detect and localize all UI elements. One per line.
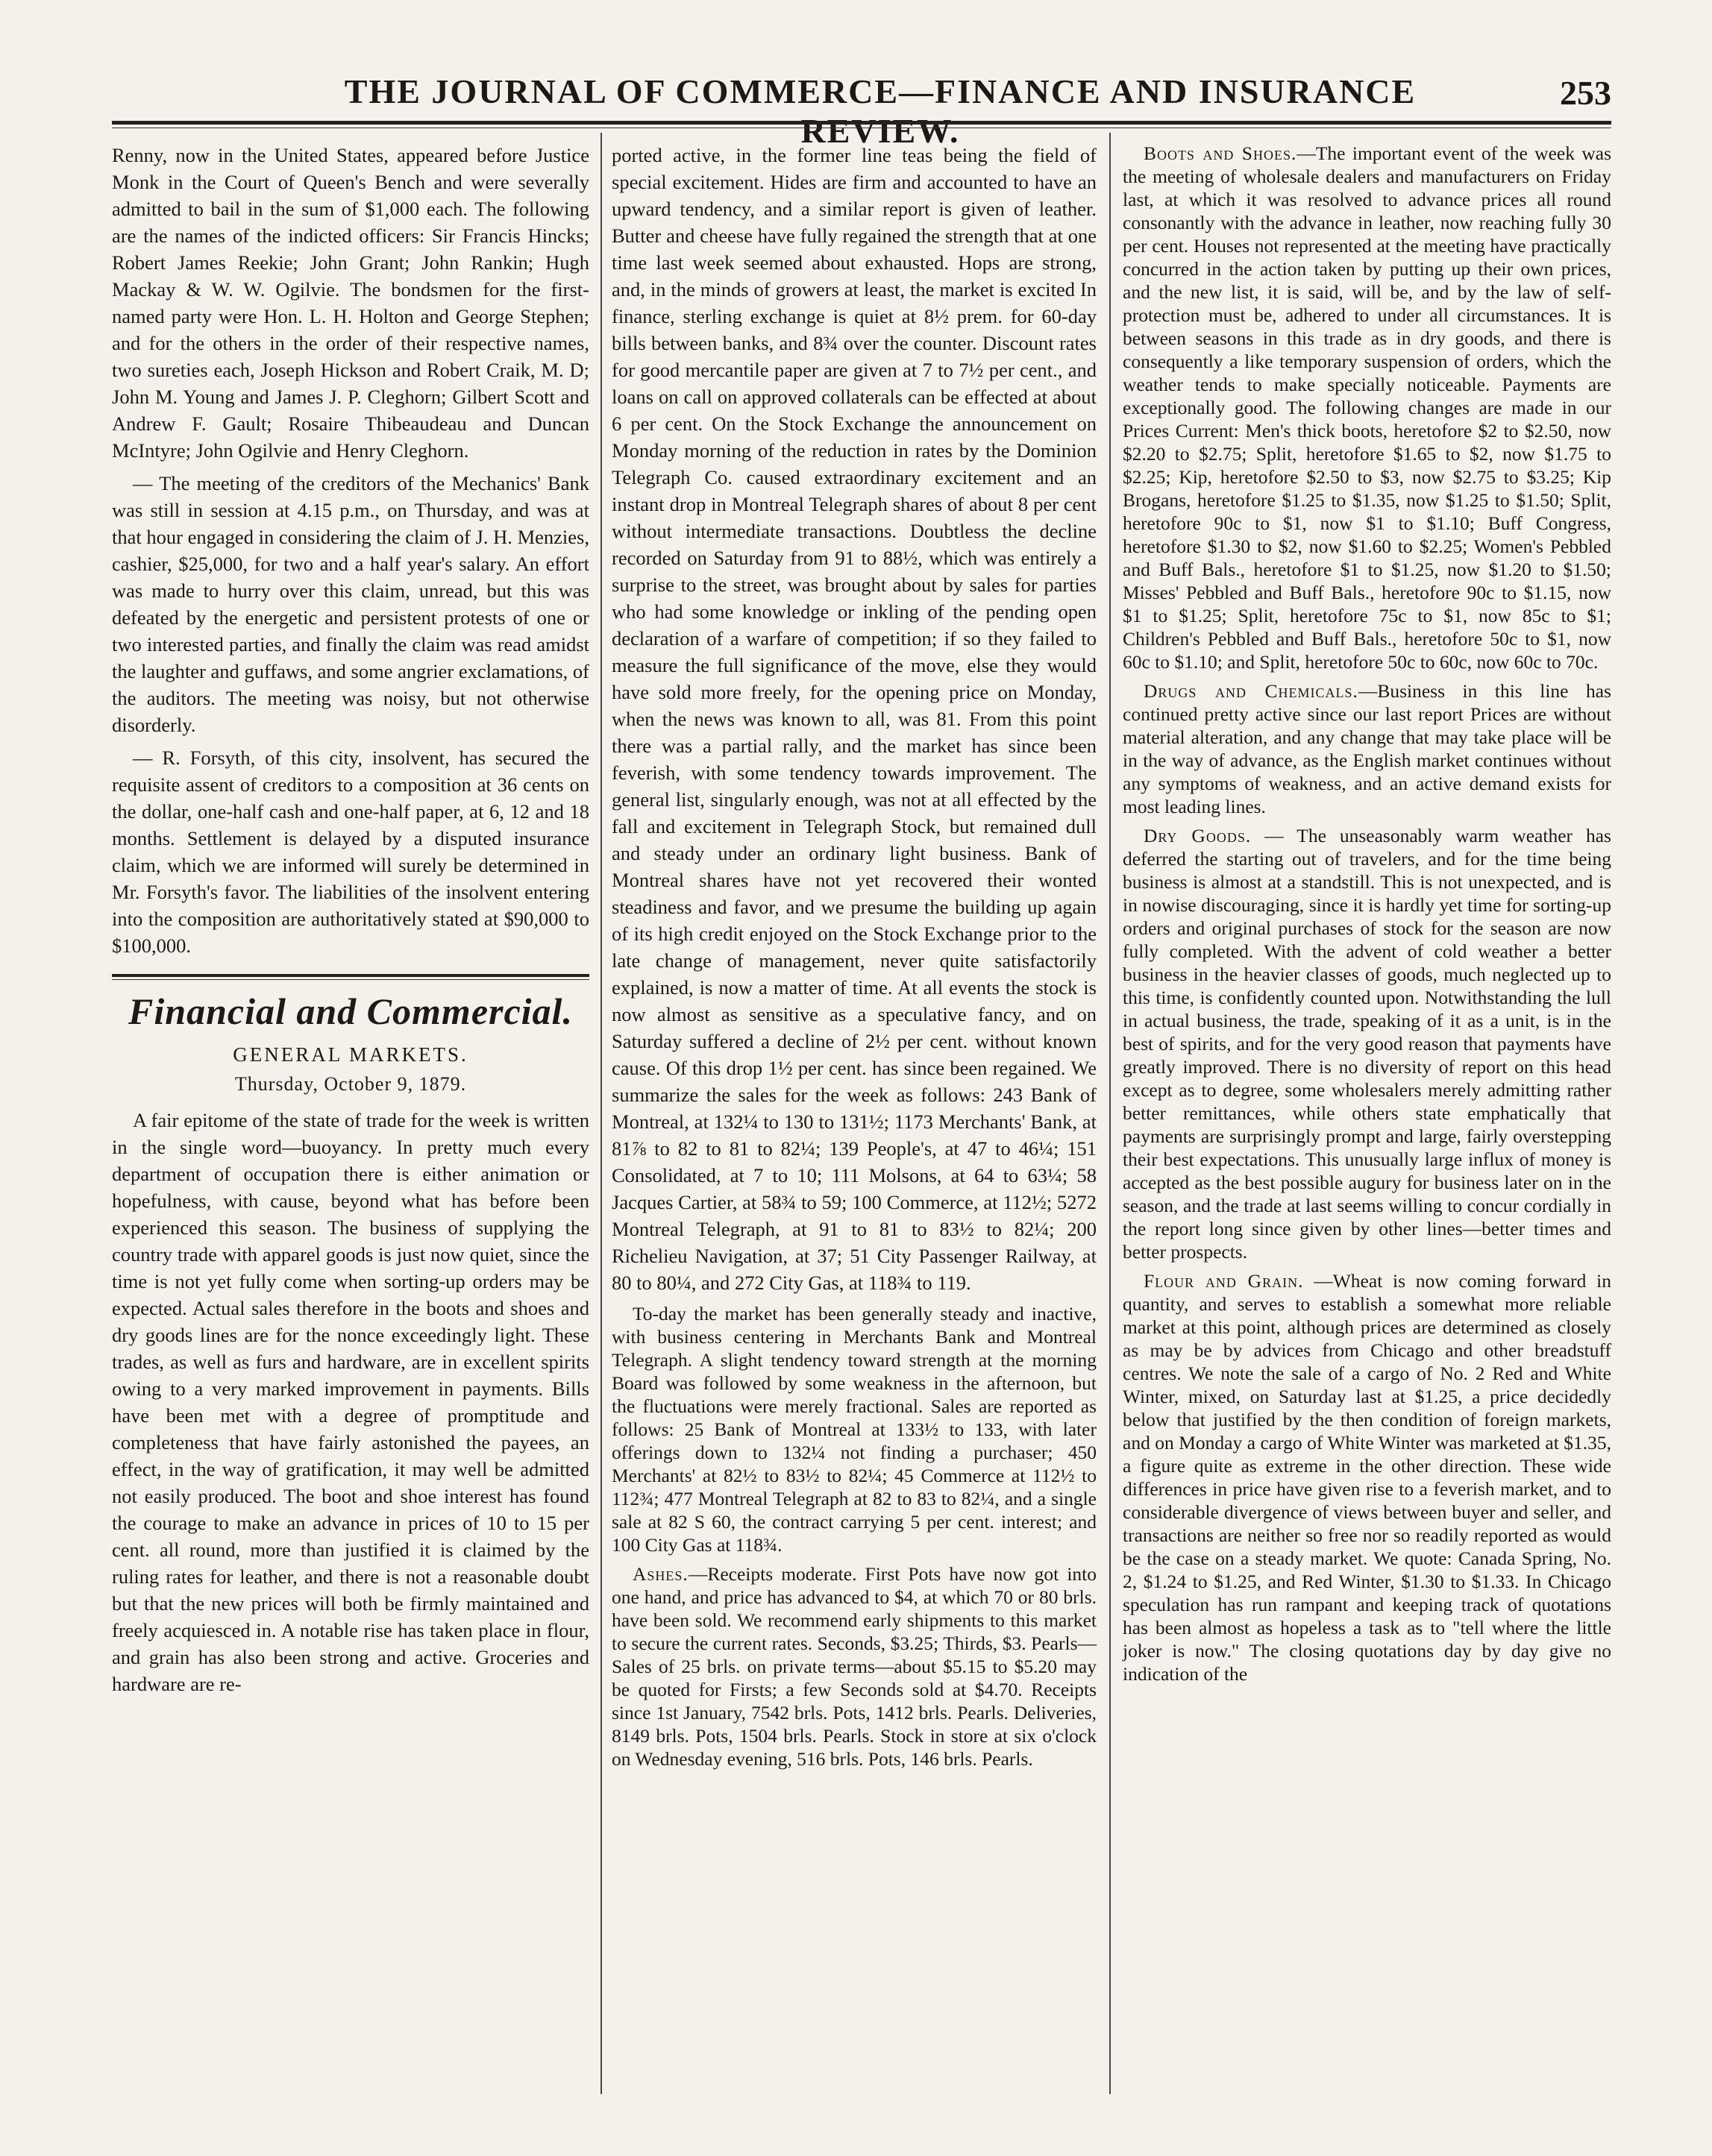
journal-title: THE JOURNAL OF COMMERCE—FINANCE AND INSURANCE REVIEW. [344, 72, 1417, 150]
dry-goods-text: — The unseasonably warm weather has deferred the starting out of travelers, and for the time being business is almost at a standstill. This is not unexpected, and is in nowise discouraging, since it is hardly yet time for sorting-up orders and original purchases of stock for the season are now fully completed. With the advent of cold weather a better business in the heavier classes of goods, much neglected up to this time, is confidently counted upon. Notwithstanding the lull in actual business, the trade, speaking of it as a unit, is in the best of spirits, and for the very good reason that payments have greatly improved. There is no diversity of report on this head except as to degree, some wholesalers merely admitting rather better remittances, while others state emphatically that payments are surprisingly prompt and large, fairly overstepping their best expectations. This unusually large influx of money is accepted as the best possible augury for business later on in the season, and the trade at last seems willing to concur cordially in the report long since given by other lines—better times and better prospects. [1123, 825, 1611, 1263]
dateline: Thursday, October 9, 1879. [234, 1073, 467, 1095]
column-3 [1123, 142, 1611, 1691]
ashes-heading: Ashes. [633, 1563, 689, 1585]
dry-goods-heading: Dry Goods. [1144, 825, 1252, 846]
paragraph-finance: ported active, in the former line teas being the field of special excitement. Hides are firm and accounted to have an upward tendency, and a similar report is given of leather. Butter and cheese have fully regained the strength that at one time last week seemed about exhausted. Hops are strong, and, in the minds of growers at least, the market is excited In finance, sterling exchange is quiet at 8½ prem. for 60-day bills between banks, and 8¾ over the counter. Discount rates for good mercantile paper are given at 7 to 7½ per cent., and loans on call on approved collaterals can be effected at about 6 per cent. On the Stock Exchange the announcement on Monday morning of the reduction in rates by the Dominion Telegraph Co. caused extraordinary excitement and an instant drop in Montreal Telegraph shares of about 8 per cent without intermediate transactions. Doubtless the decline recorded on Saturday from 91 to 88½, which was entirely a surprise to the street, was brought about by sales for parties who had some knowledge or inkling of the pending open declaration of a warfare of competition; if so they failed to measure the full significance of the move, else they would have sold more freely, for the opening price on Monday, when the news was known to all, was 81. From this point there was a partial rally, and the market has since been feverish, with some tendency towards improvement. The general list, singularly enough, was not at all effected by the fall and excitement in Telegraph Stock, but remained dull and steady under an ordinary light business. Bank of Montreal shares have not yet recovered their wonted steadiness and favor, and we presume the building up again of its high credit enjoyed on the Stock Exchange prior to the late change of management, never quite satisfactorily explained, is now a matter of time. At all events the stock is now almost as sensitive as a speculative fancy, and on Saturday suffered a decline of 2½ per cent. without known cause. Of this drop 1½ per cent. has since been regained. We summarize the sales for the week as follows: 243 Bank of Montreal, at 132¼ to 130 to 131½; 1173 Merchants' Bank, at 81⅞ to 82 to 81 to 82¼; 139 People's, at 47 to 46¼; 151 Consolidated, at 7 to 10; 111 Molsons, at 64 to 63¼; 58 Jacques Cartier, at 58¾ to 59; 100 Commerce, at 112½; 5272 Montreal Telegraph, at 91 to 81 to 83½ to 82¼; 200 Richelieu Navigation, at 37; 51 City Passenger Railway, at 80 to 80¼, and 272 City Gas, at 118¾ to 119. [612, 144, 1097, 1294]
paragraph-bail: Renny, now in the United States, appeared before Justice Monk in the Court of Queen's Bench and were severally admitted to bail in the sum of $1,000 each. The following are the names of the indicted officers: Sir Francis Hincks; Robert James Reekie; John Grant; John Rankin; Hugh Mackay & W. W. Ogilvie. The bondsmen for the first-named party were Hon. L. H. Holton and George Stephen; and for the others in the order of their respective names, two sureties each, Joseph Hickson and Robert Craik, M. D; John M. Young and James J. P. Cleghorn; Gilbert Scott and Andrew F. Gault; Rosaire Thibeaudeau and Duncan McIntyre; John Ogilvie and Henry Cleghorn. [112, 144, 589, 462]
ashes-text: —Receipts moderate. First Pots have now got into one hand, and price has advanced to $4, at which 70 or 80 brls. have been sold. We recommend early shipments to this market to secure the current rates. Seconds, $3.25; Thirds, $3. Pearls—Sales of 25 brls. on private terms—about $5.15 to $5.20 may be quoted for Firsts; a few Seconds sold at $4.70. Receipts since 1st January, 7542 brls. Pots, 1412 brls. Pearls. Deliveries, 8149 brls. Pots, 1504 brls. Pearls. Stock in store at six o'clock on Wednesday evening, 516 brls. Pots, 146 brls. Pearls. [612, 1563, 1097, 1770]
general-markets-heading: GENERAL MARKETS. [233, 1043, 468, 1066]
paragraph-drugs [1123, 679, 1611, 818]
section-separator [112, 974, 589, 980]
column-divider-2 [1109, 133, 1111, 2094]
paragraph-dry-goods [1123, 824, 1611, 1263]
section-title: Financial and Commercial. [128, 990, 573, 1032]
paragraph-boots [1123, 142, 1611, 673]
drugs-heading: Drugs and Chemicals. [1144, 680, 1358, 702]
column-2 [612, 142, 1097, 1776]
header-rule [112, 121, 1611, 125]
paragraph-today-market: To-day the market has been generally steady and inactive, with business centering in Merchants Bank and Montreal Telegraph. A slight tendency toward strength at the morning Board was followed by some weakness in the afternoon, but the fluctuations were merely fractional. Sales are reported as follows: 25 Bank of Montreal at 133½ to 133, with later offerings down to 132¼ not finding a purchaser; 450 Merchants' at 82½ to 83½ to 82¼; 45 Commerce at 112½ to 112¾; 477 Montreal Telegraph at 82 to 83 to 82¼, and a single sale at 82 S 60, the contract carrying 5 per cent. interest; and 100 City Gas at 118¾. [612, 1303, 1097, 1556]
page-number: 253 [1560, 74, 1611, 112]
column-divider-1 [601, 133, 602, 2094]
paragraph-ashes [612, 1562, 1097, 1770]
column-1 [112, 142, 589, 1703]
boots-text: —The important event of the week was the meeting of wholesale dealers and manufacturers on Friday last, at which it was resolved to advance prices all round consonantly with the advance in leather, now reaching fully 30 per cent. Houses not represented at the meeting have practically concurred in the action taken by putting up their own prices, and the new list, it is said, will be, and by the law of self-protection must be, adhered to under all circumstances. It is between seasons in this trade as in dry goods, and there is consequently a like temporary suspension of orders, which the weather tends to make specially noticeable. Payments are exceptionally good. The following changes are made in our Prices Current: Men's thick boots, heretofore $2 to $2.50, now $2.20 to $2.75; Split, heretofore $1.65 to $2, now $1.75 to $2.25; Kip, heretofore $2.50 to $3, now $2.75 to $3.25; Kip Brogans, heretofore $1.25 to $1.35, now $1.25 to $1.50; Split, heretofore 90c to $1, now $1 to $1.10; Buff Congress, heretofore $1.30 to $2, now $1.60 to $2.25; Women's Pebbled and Buff Bals., heretofore $1 to $1.25, now $1.20 to $1.50; Misses' Pebbled and Buff Bals., heretofore 90c to $1.15, now $1 to $1.25; Split, heretofore 75c to $1, now 85c to $1; Children's Pebbled and Buff Bals., heretofore 50c to $1, now 60c to $1.10; and Split, heretofore 50c to 60c, now 60c to 70c. [1123, 142, 1611, 673]
paragraph-forsyth: — R. Forsyth, of this city, insolvent, has secured the requisite assent of creditors to a composition at 36 cents on the dollar, one-half cash and one-half paper, at 6, 12 and 18 months. Settlement is delayed by a disputed insurance claim, which we are informed will surely be determined in Mr. Forsyth's favor. The liabilities of the insolvent entering into the composition are authoritatively stated at $90,000 to $100,000. [112, 747, 589, 957]
flour-text: —Wheat is now coming forward in quantity, and serves to establish a somewhat more reliable market at this point, although prices are determined as closely as may be by advices from Chicago and other breadstuff centres. We note the sale of a cargo of No. 2 Red and White Winter, mixed, on Saturday last at $1.25, a price decidedly below that justified by the then condition of foreign markets, and on Monday a cargo of White Winter was marketed at $1.35, a figure quite as extreme in the other direction. These wide differences in price have given rise to a feverish market, and to considerable divergence of views between buyer and seller, and transactions are neither so free nor so readily reported as would be the case on a steady market. We quote: Canada Spring, No. 2, $1.24 to $1.25, and Red Winter, $1.30 to $1.33. In Chicago speculation has run rampant and keeping track of quotations has been almost as hopeless a task as to "tell where the little joker is now." The closing quotations day by day give no indication of the [1123, 1270, 1612, 1685]
paragraph-mechanics-bank: — The meeting of the creditors of the Mechanics' Bank was still in session at 4.15 p.m., on Thursday, and was at that hour engaged in considering the claim of J. H. Menzies, cashier, $25,000, for two and a half year's salary. An effort was made to hurry over this claim, unread, but this was defeated by the energetic and persistent protests of one or two interested parties, and finally the claim was read amidst the laughter and guffaws, and some angrier exclamations, of the auditors. The meeting was noisy, but not otherwise disorderly. [112, 472, 589, 736]
page-header [112, 67, 1611, 150]
paragraph-flour [1123, 1269, 1611, 1685]
boots-heading: Boots and Shoes. [1144, 142, 1297, 164]
drugs-text: —Business in this line has continued pretty active since our last report Prices are without material alteration, and any change that may take place will be in the way of advance, as the English market continues without any symptoms of weakness, and an active demand exists for most leading lines. [1123, 680, 1611, 817]
flour-heading: Flour and Grain. [1144, 1270, 1304, 1292]
paragraph-epitome: A fair epitome of the state of trade for the week is written in the single word—buoyancy. In pretty much every department of occupation there is either animation or hopefulness, with cause, beyond what has before been experienced this season. The business of supplying the country trade with apparel goods is just now quiet, since the time is not yet fully come when sorting-up orders may be expected. Actual sales therefore in the boots and shoes and dry goods lines are for the nonce exceedingly light. These trades, as well as furs and hardware, are in excellent spirits owing to a very marked improvement in payments. Bills have been met with a degree of promptitude and completeness that have fairly astonished the payees, an effect, in the way of gratification, it may well be admitted not easily produced. The boot and shoe interest has found the courage to make an advance in prices of 10 to 15 per cent. all round, more than justified it is claimed by the ruling rates for leather, and there is not a reasonable doubt but that the new prices will both be firmly maintained and freely acquiesced in. A notable rise has taken place in flour, and grain has also been strong and active. Groceries and hardware are re- [112, 1109, 589, 1695]
